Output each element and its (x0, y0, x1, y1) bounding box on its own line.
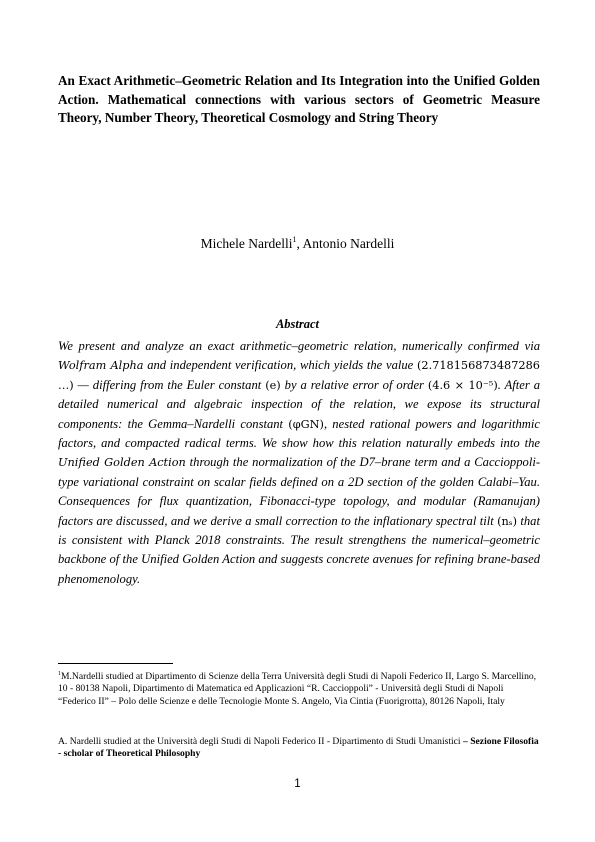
paper-title: An Exact Arithmetic–Geometric Relation and Its Integration into the Unified Golden Action. Mathematical connections with various sectors of Geometric Measure Theory, Number Theory, Theoretical Cosmology and String Theory (58, 73, 540, 125)
math-ns: (nₛ) (497, 514, 518, 528)
math-wolfram: Wolfram Alpha (58, 359, 144, 373)
math-euler: (e) (265, 378, 281, 392)
author-michele: Michele Nardelli (200, 236, 293, 251)
footnote-2 (58, 736, 540, 761)
abstract-body (58, 337, 540, 589)
abstract-text: . After a detailed numerical and algebraic inspection of the relation, we expose its structural components: the Gemma–Nardelli constant (58, 377, 541, 431)
math-error: (4.6 × 10⁻⁵) (427, 378, 498, 392)
math-value: (2.718156873487286 …) (58, 359, 540, 392)
math-unified-golden-action: Unified Golden Action (58, 456, 186, 470)
abstract-text: that is consistent with Planck 2018 constraints. The result strengthens the numerical–geometric backbone of the Unified Golden Action and suggests concrete avenues for refining brane-based phenomenology. (58, 513, 540, 586)
abstract-heading: Abstract (275, 317, 320, 331)
footnote-marker: 1 (292, 235, 297, 244)
footnote-divider (58, 663, 173, 664)
abstract-text: We present and analyze an exact arithmetic–geometric relation, numerically confirmed via (58, 339, 540, 353)
abstract-text: through the normalization of the D7–brane term and a Caccioppoli-type variational constraint on scalar fields defined on a 2D section of the golden Calabi–Yau. Consequences for flux quantization, Fibonacci-type topology, and modular (Ramanujan) factors are discussed, and we derive a small correction to the inflationary spectral tilt (58, 455, 541, 528)
footnote-2-bold: – Sezione Filosofia - scholar of Theoretical Philosophy (58, 736, 539, 760)
footnote-1 (58, 671, 540, 708)
abstract-text: by a relative error of order (284, 377, 424, 392)
abstract-text: — differing from the Euler constant (77, 377, 262, 392)
abstract-text: and independent verification, which yields the value (147, 358, 414, 373)
abstract-text: , nested rational powers and logarithmic factors, and compacted radical terms. We show how this relation naturally embeds into the (58, 416, 540, 451)
footnote-2-text: A. Nardelli studied at the Università degli Studi di Napoli Federico II - Dipartimento di Studi Umanistici (58, 736, 461, 747)
footnote-1-text: M.Nardelli studied at Dipartimento di Scienze della Terra Università degli Studi di Napoli Federico II, Largo S. Marcellino, 10 - 80138 Napoli, Dipartimento di Matematica ed Applicazioni “R. Caccioppoli” - Università degli Studi di Napoli “Federico II” – Polo delle Scienze e delle Tecnologie Monte S. Angelo, Via Cintia (Fuorigrotta), 80126 Napoli, Italy (58, 671, 537, 707)
math-phi: (φGN) (288, 417, 324, 431)
footnote-1-marker: 1 (58, 671, 61, 677)
author-line (0, 236, 595, 252)
author-antonio: Antonio Nardelli (302, 236, 395, 251)
page-number: 1 (294, 778, 301, 790)
author-separator: , (296, 236, 303, 251)
